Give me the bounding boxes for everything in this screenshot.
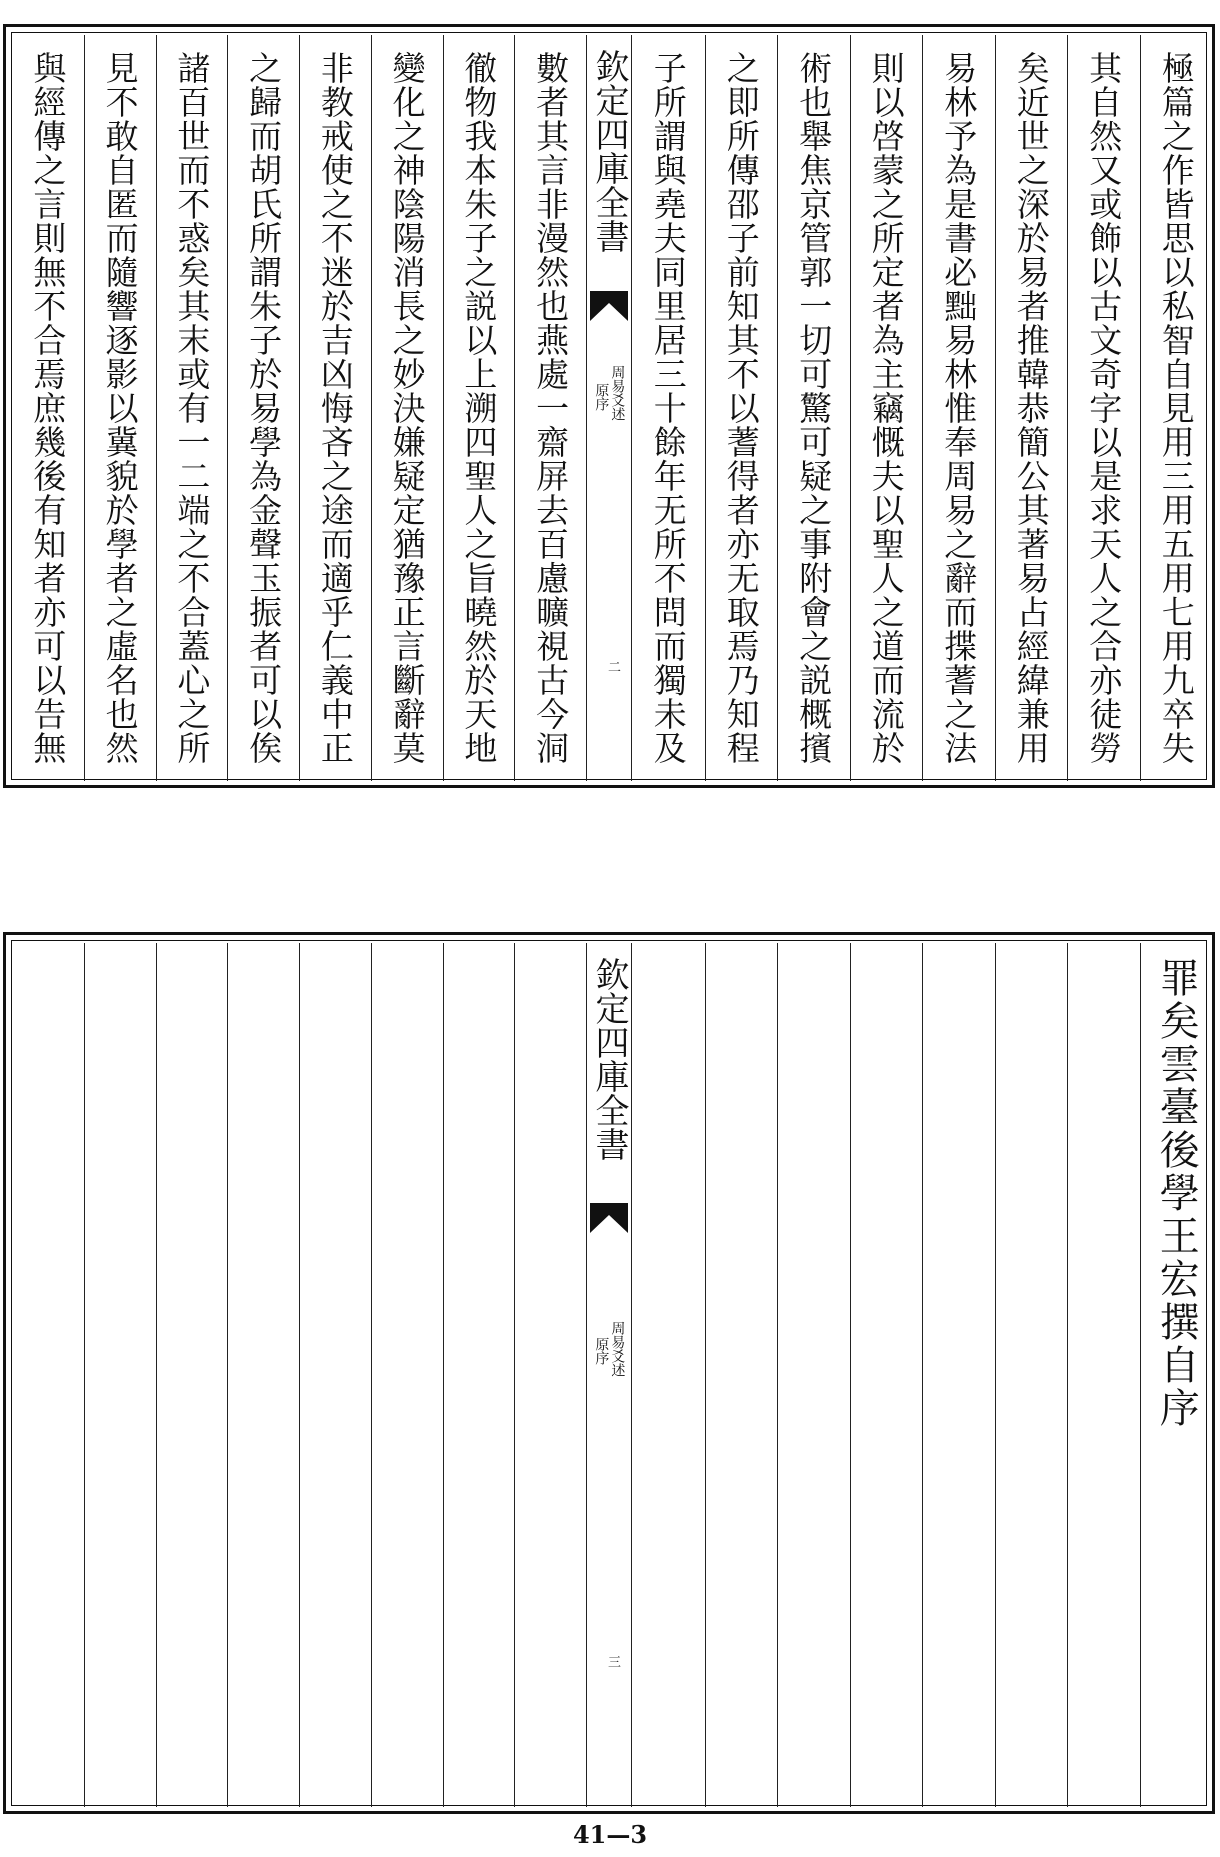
- top-fishtail-icon: [590, 291, 628, 321]
- text-column: [1140, 35, 1213, 781]
- text-column: [777, 943, 850, 1807]
- top-page-panel: [3, 24, 1215, 788]
- text-column: [850, 35, 923, 781]
- bottom-section-subtitle: 原序: [593, 1337, 610, 1365]
- bottom-center-column: [586, 943, 632, 1807]
- top-section-title: 周易爻述: [609, 365, 626, 421]
- column-text: 其自然又或飾以古文奇字以是求天人之合亦徒勞: [1084, 51, 1124, 765]
- text-column: [1067, 35, 1140, 781]
- text-column: [632, 35, 705, 781]
- column-text: 變化之神陰陽消長之妙決嫌疑定猶豫正言斷辭莫: [387, 51, 427, 765]
- text-column: [777, 35, 850, 781]
- text-column: [443, 35, 515, 781]
- column-text: 徹物我本朱子之説以上溯四聖人之旨曉然於天地: [459, 51, 499, 765]
- page-number-footer: 41—3: [572, 1820, 648, 1849]
- bottom-book-title: 欽定四庫全書: [589, 957, 629, 1161]
- column-text: 罪矣雲臺後學王宏撰自序: [1153, 957, 1200, 1430]
- column-text: 數者其言非漫然也燕處一齋屏去百慮曠視古今洞: [531, 51, 571, 765]
- text-column: [995, 943, 1068, 1807]
- top-folio-number: 二: [605, 660, 620, 673]
- text-column: [1067, 943, 1140, 1807]
- text-column: [84, 35, 156, 781]
- text-column: [299, 35, 371, 781]
- text-column: [12, 35, 84, 781]
- top-book-title: 欽定四庫全書: [589, 49, 629, 253]
- column-text: 之歸而胡氏所謂朱子於易學為金聲玉振者可以俟: [244, 51, 284, 765]
- column-text: 則以啓蒙之所定者為主竊慨夫以聖人之道而流於: [866, 51, 906, 765]
- column-text: 非教戒使之不迷於吉凶悔吝之途而適乎仁義中正: [315, 51, 355, 765]
- text-column: [84, 943, 156, 1807]
- text-column: [705, 943, 778, 1807]
- column-text: 諸百世而不惑矣其末或有一二端之不合蓋心之所: [172, 51, 212, 765]
- text-column: [1140, 943, 1213, 1807]
- column-text: 易林予為是書必黜易林惟奉周易之辭而揲蓍之法: [939, 51, 979, 765]
- column-text: 子所謂與堯夫同里居三十餘年无所不問而獨未及: [648, 51, 688, 765]
- text-column: [850, 943, 923, 1807]
- text-column: [227, 943, 299, 1807]
- text-column: [922, 943, 995, 1807]
- bottom-fishtail-icon: [590, 1203, 628, 1233]
- text-column: [299, 943, 371, 1807]
- text-column: [156, 943, 228, 1807]
- text-column: [705, 35, 778, 781]
- text-column: [156, 35, 228, 781]
- column-text: 與經傳之言則無不合焉庶幾後有知者亦可以告無: [28, 51, 68, 765]
- column-text: 矣近世之深於易者推韓恭簡公其著易占經緯兼用: [1011, 51, 1051, 765]
- text-column: [12, 943, 84, 1807]
- top-center-column: [586, 35, 632, 781]
- bottom-folio-number: 三: [605, 1655, 620, 1668]
- text-column: [514, 35, 586, 781]
- text-column: [514, 943, 586, 1807]
- bottom-section-title: 周易爻述: [609, 1321, 626, 1377]
- bottom-page-panel: [3, 932, 1215, 1814]
- text-column: [371, 943, 443, 1807]
- text-column: [922, 35, 995, 781]
- column-text: 見不敢自匿而隨響逐影以冀貌於學者之虛名也然: [100, 51, 140, 765]
- top-section-subtitle: 原序: [593, 383, 610, 411]
- column-text: 術也舉焦京管郭一切可驚可疑之事附會之説概擯: [794, 51, 834, 765]
- text-column: [227, 35, 299, 781]
- text-column: [632, 943, 705, 1807]
- column-text: 極篇之作皆思以私智自見用三用五用七用九卒失: [1156, 51, 1196, 765]
- text-column: [371, 35, 443, 781]
- column-text: 之即所傳邵子前知其不以蓍得者亦无取焉乃知程: [721, 51, 761, 765]
- text-column: [443, 943, 515, 1807]
- text-column: [995, 35, 1068, 781]
